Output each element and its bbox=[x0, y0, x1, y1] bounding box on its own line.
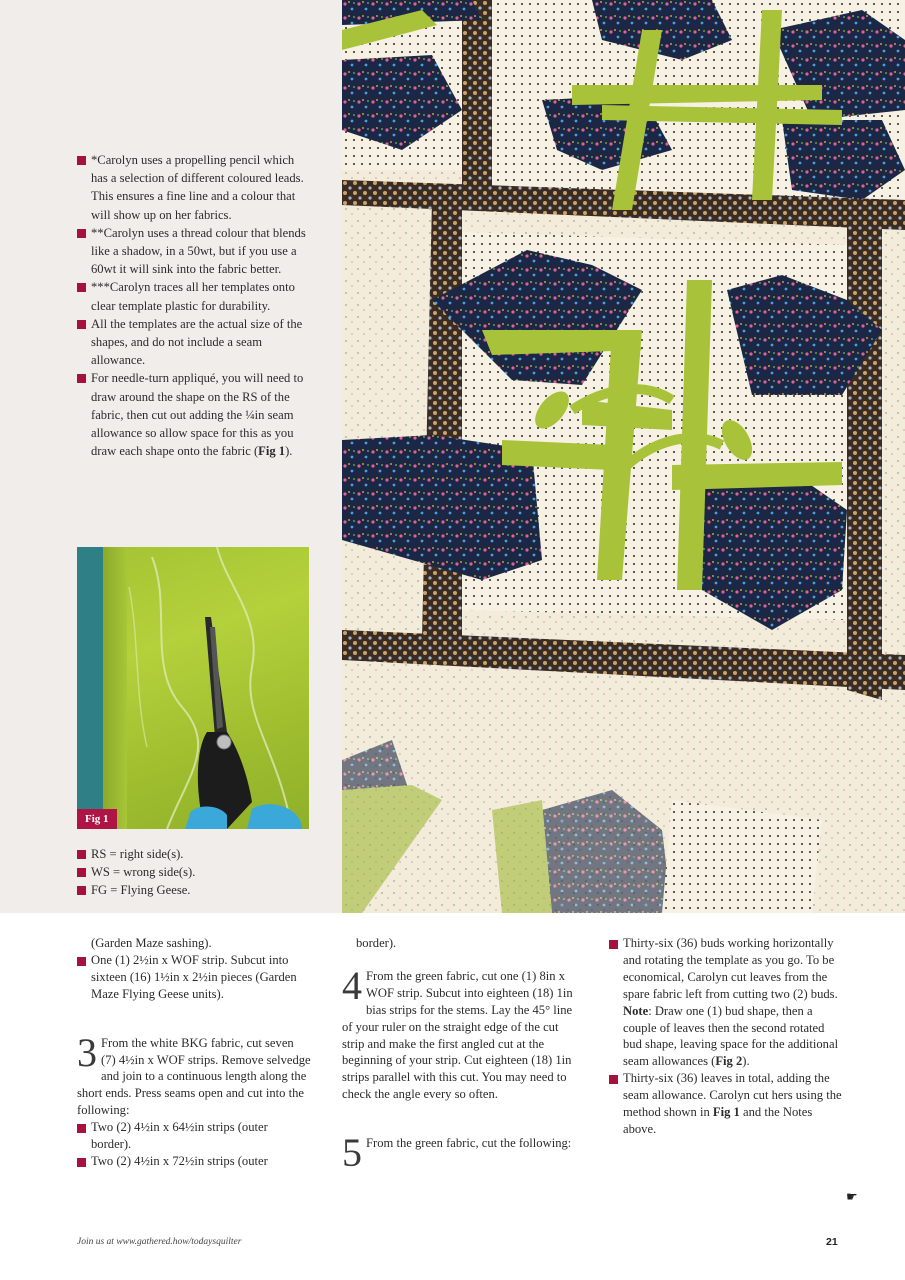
note-item: *Carolyn uses a propelling pencil which has a selection of different coloured leads. This ensures a fine line and a colour that will show up on her fabrics. bbox=[77, 151, 309, 224]
step-5 bbox=[342, 1130, 576, 1176]
step-text: From the white BKG fabric, cut seven (7) 4½in x WOF strips. Remove selvedge and join to a continuous length along the short ends. Press seams open and cut into the following: bbox=[77, 1035, 311, 1118]
quilt-illustration bbox=[342, 0, 905, 913]
step-number: 3 bbox=[77, 1029, 97, 1075]
fig-ref: Fig 1 bbox=[258, 444, 286, 459]
page-number: 21 bbox=[826, 1236, 838, 1248]
item-text: and the Notes above. bbox=[623, 1105, 813, 1136]
abbreviation-item: WS = wrong side(s). bbox=[77, 863, 309, 881]
cut-list-item: One (1) 2½in x WOF strip. Subcut into sixteen (16) 1½in x 2½in pieces (Garden Maze Flying Geese units). bbox=[77, 952, 311, 1003]
note-label: Note bbox=[623, 1003, 649, 1018]
abbreviation-item: RS = right side(s). bbox=[77, 845, 309, 863]
step-number: 4 bbox=[342, 962, 362, 1008]
column-3 bbox=[609, 935, 843, 1138]
item-text: Thirty-six (36) buds working horizontally and rotating the template as you go. To be economical, Carolyn cut leaves from the spare fabric left from cutting two (2) buds. bbox=[623, 936, 838, 1001]
continued-text: (Garden Maze sashing). bbox=[91, 936, 212, 950]
scissors-illustration bbox=[77, 547, 309, 829]
note-item: ***Carolyn traces all her templates onto clear template plastic for durability. bbox=[77, 278, 309, 314]
column-1 bbox=[77, 935, 311, 1170]
pointing-hand-icon: ☛ bbox=[846, 1190, 858, 1205]
notes-list bbox=[77, 151, 309, 460]
column-2 bbox=[342, 935, 576, 1176]
note-text: For needle-turn appliqué, you will need to draw around the shape on the RS of the fabric, then cut out adding the ¼in seam allowance so allow space for this as you draw each shape onto the fabric ( bbox=[91, 371, 304, 459]
fig-ref: Fig 1 bbox=[712, 1105, 740, 1120]
step-4 bbox=[342, 962, 576, 1103]
note-item: **Carolyn uses a thread colour that blends like a shadow, in a 50wt, but if you use a 60wt it will sink into the fabric better. bbox=[77, 224, 309, 279]
step-number: 5 bbox=[342, 1130, 362, 1176]
quilt-photo bbox=[342, 0, 905, 913]
fig-ref: Fig 2 bbox=[715, 1054, 743, 1069]
cut-list-item bbox=[609, 935, 843, 1070]
step-text: From the green fabric, cut the following: bbox=[366, 1136, 572, 1151]
fig1-label: Fig 1 bbox=[77, 809, 117, 829]
continued-text: border). bbox=[356, 936, 397, 950]
item-text: Thirty-six (36) leaves in total, adding the seam allowance. Carolyn cut hers using the method shown in bbox=[623, 1071, 842, 1120]
note-item: All the templates are the actual size of the shapes, and do not include a seam allowance. bbox=[77, 315, 309, 370]
fig1-photo bbox=[77, 547, 309, 829]
step-3 bbox=[77, 1029, 311, 1120]
item-text: ). bbox=[742, 1054, 750, 1069]
note-text: ). bbox=[285, 444, 293, 459]
abbreviation-item: FG = Flying Geese. bbox=[77, 881, 309, 899]
note-item bbox=[77, 369, 309, 460]
cut-list-item bbox=[609, 1070, 843, 1138]
step-text: From the green fabric, cut one (1) 8in x WOF strip. Subcut into eighteen (18) 1in bias strips for the stems. Lay the 45° line of your ruler on the straight edge of the cut strip and make the first angled cut at the beginning of your strip. Cut eighteen (18) 1in strips parallel with this cut. You may need to check the angle every so often. bbox=[342, 968, 573, 1102]
abbreviations-list bbox=[77, 845, 309, 900]
footer-website[interactable]: Join us at www.gathered.how/todaysquilter bbox=[77, 1237, 242, 1247]
item-text: : Draw one (1) bud shape, then a couple of leaves then the second rotated bud shape, leaving space for the additional seam allowances ( bbox=[623, 1003, 839, 1069]
cut-list-item: Two (2) 4½in x 64½in strips (outer border). bbox=[77, 1119, 311, 1153]
cut-list-item: Two (2) 4½in x 72½in strips (outer bbox=[77, 1153, 311, 1170]
